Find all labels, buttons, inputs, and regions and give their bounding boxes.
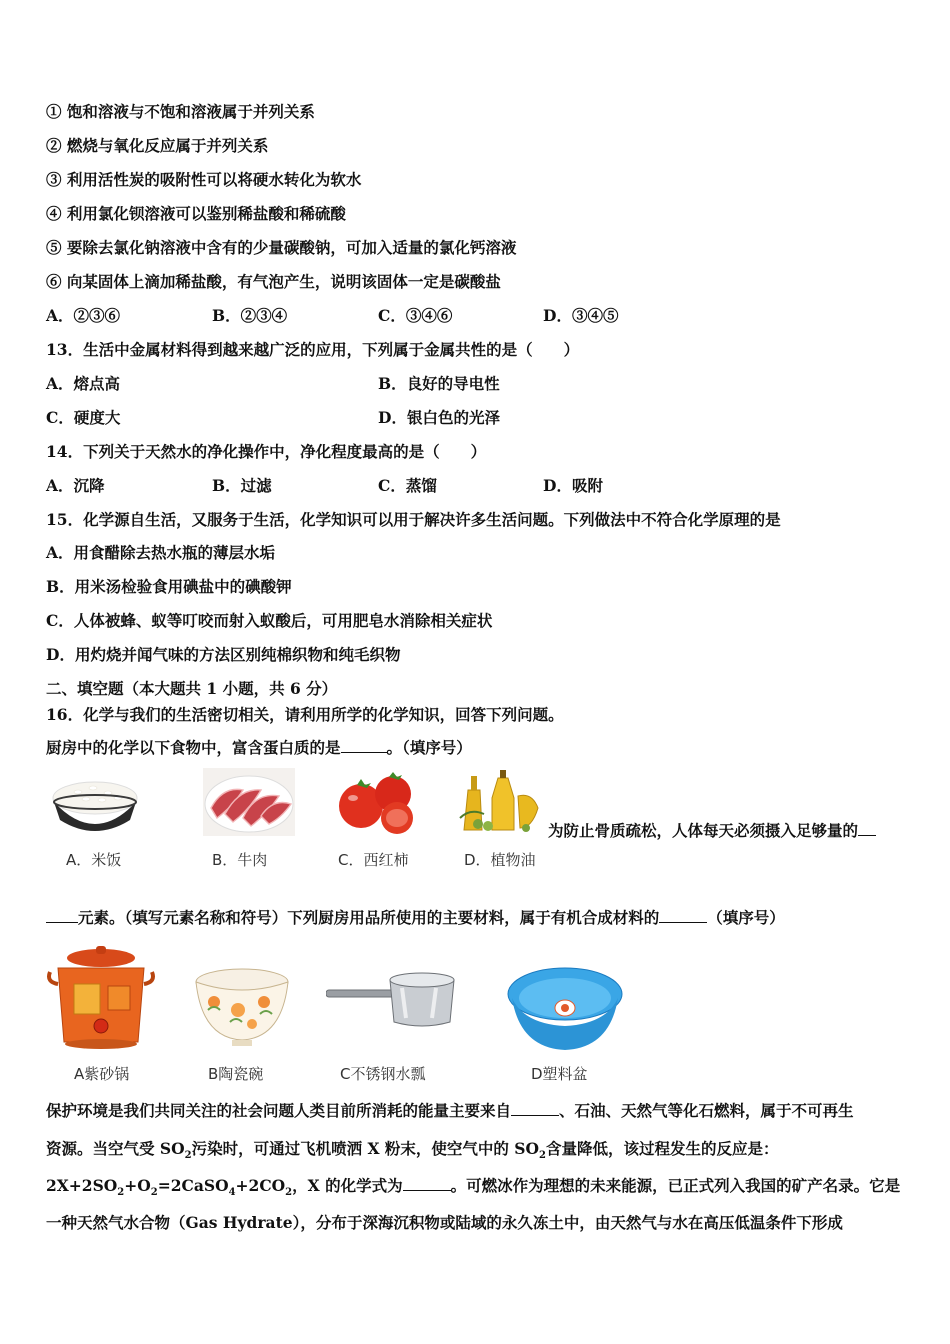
statement-1: ① 饱和溶液与不饱和溶液属于并列关系 xyxy=(46,102,315,121)
q15-option-b: B．用米汤检验食用碘盐中的碘酸钾 xyxy=(46,577,292,596)
q13-option-b: B．良好的导电性 xyxy=(378,374,500,393)
section-heading: 二、填空题（本大题共 1 小题，共 6 分） xyxy=(46,679,338,698)
q12-option-c: C．③④⑥ xyxy=(378,306,453,325)
answer-blank[interactable] xyxy=(46,922,78,923)
element-question: 元素。（填写元素名称和符号）下列厨房用品所使用的主要材料，属于有机合成材料的 （填序号） xyxy=(46,908,785,928)
q15-option-d: D．用灼烧并闻气味的方法区别纯棉织物和纯毛织物 xyxy=(46,645,401,664)
q15-stem: 15．化学源自生活，又服务于生活，化学知识可以用于解决许多生活问题。下列做法中不符合化学原理的是 xyxy=(46,510,781,529)
environment-line-1: 保护环境是我们共同关注的社会问题人类目前所消耗的能量主要来自 、石油、天然气等化石燃料，属于不可再生 xyxy=(46,1101,854,1120)
answer-blank[interactable] xyxy=(511,1115,559,1116)
statement-2: ② 燃烧与氧化反应属于并列关系 xyxy=(46,136,269,155)
beef-plate-image xyxy=(203,768,295,836)
answer-blank[interactable] xyxy=(858,835,876,836)
statement-4: ④ 利用氯化钡溶液可以鉴别稀盐酸和稀硫酸 xyxy=(46,204,346,223)
q14-option-a: A．沉降 xyxy=(46,476,105,495)
q16-stem: 16．化学与我们的生活密切相关，请利用所学的化学知识，回答下列问题。 xyxy=(46,705,564,724)
bone-question: 为防止骨质疏松，人体每天必须摄入足够量的 xyxy=(548,821,876,841)
food-caption-a: A．米饭 xyxy=(66,851,122,869)
answer-blank[interactable] xyxy=(403,1190,451,1191)
kitchen-question: 厨房中的化学以下食物中，富含蛋白质的是 。（填序号） xyxy=(46,738,472,757)
food-caption-c: C．西红柿 xyxy=(338,851,409,869)
reaction-equation-line: $2X+2SO_2+O_2=2CaSO_4+2CO_2$，X 的化学式为 。可燃冰作为理想的未来能源，已正式列入我国的矿产名录。它是 xyxy=(46,1176,901,1199)
utensil-caption-a: A紫砂锅 xyxy=(74,1065,130,1083)
q12-option-a: A．②③⑥ xyxy=(46,306,121,325)
q12-option-d: D．③④⑤ xyxy=(543,306,619,325)
utensil-caption-b: B陶瓷碗 xyxy=(208,1065,264,1083)
rice-bowl-image xyxy=(48,768,142,840)
statement-6: ⑥ 向某固体上滴加稀盐酸，有气泡产生，说明该固体一定是碳酸盐 xyxy=(46,272,501,291)
environment-line-2: 资源。当空气受 $SO_2$污染时，可通过飞机喷洒 X 粉末，使空气中的 $SO_2$含量降低，该过程发生的反应是： xyxy=(46,1139,779,1162)
q14-stem: 14．下列关于天然水的净化操作中，净化程度最高的是（ ） xyxy=(46,442,487,461)
q14-option-c: C．蒸馏 xyxy=(378,476,437,495)
q13-stem: 13．生活中金属材料得到越来越广泛的应用，下列属于金属共性的是（ ） xyxy=(46,340,580,359)
ceramic-bowl-image xyxy=(194,966,290,1052)
q14-option-b: B．过滤 xyxy=(212,476,272,495)
q13-option-d: D．银白色的光泽 xyxy=(378,408,500,427)
q13-option-a: A．熔点高 xyxy=(46,374,121,393)
q13-option-c: C．硬度大 xyxy=(46,408,121,427)
q15-option-c: C．人体被蜂、蚁等叮咬而射入蚁酸后，可用肥皂水消除相关症状 xyxy=(46,611,493,630)
utensil-caption-d: D塑料盆 xyxy=(531,1065,588,1083)
q12-option-b: B．②③④ xyxy=(212,306,288,325)
combustible-ice-line: 一种天然气水合物（Gas Hydrate），分布于深海沉积物或陆域的永久冻土中，由天然气与水在高压低温条件下形成 xyxy=(46,1213,843,1232)
vegetable-oil-image xyxy=(458,768,544,834)
tomato-image xyxy=(333,770,423,836)
q14-option-d: D．吸附 xyxy=(543,476,603,495)
statement-3: ③ 利用活性炭的吸附性可以将硬水转化为软水 xyxy=(46,170,362,189)
answer-blank[interactable] xyxy=(659,922,707,923)
q15-option-a: A．用食醋除去热水瓶的薄层水垢 xyxy=(46,543,276,562)
answer-blank[interactable] xyxy=(341,752,387,753)
plastic-basin-image xyxy=(506,964,624,1056)
food-caption-d: D．植物油 xyxy=(464,851,536,869)
statement-5: ⑤ 要除去氯化钠溶液中含有的少量碳酸钠，可加入适量的氯化钙溶液 xyxy=(46,238,517,257)
clay-pot-image xyxy=(46,942,156,1054)
steel-ladle-image xyxy=(326,968,456,1030)
utensil-caption-c: C不锈钢水瓢 xyxy=(340,1065,426,1083)
food-caption-b: B．牛肉 xyxy=(212,851,268,869)
